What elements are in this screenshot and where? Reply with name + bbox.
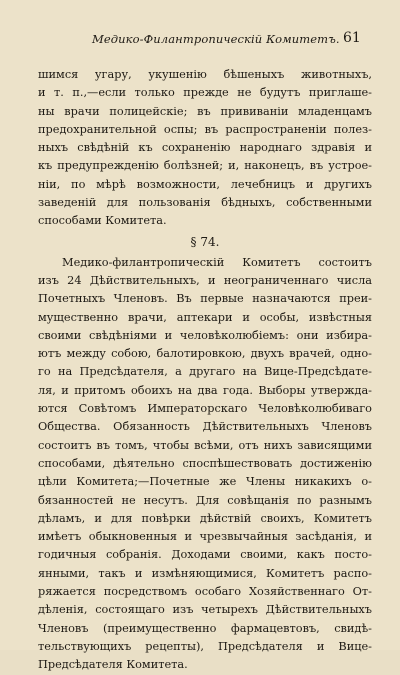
text-line: изъ 24 Дѣйствительныхъ, и неограниченнаго числа — [38, 273, 372, 287]
text-line: ля, и притомъ обоихъ на два года. Выборы утвержда- — [38, 383, 372, 397]
text-line: состоитъ въ томъ, чтобы всѣми, отъ нихъ зависящими — [38, 438, 372, 452]
body-text — [38, 66, 372, 675]
paragraph-section-74 — [38, 254, 372, 675]
running-head: Медико-Филантропическій Комитетъ. — [92, 32, 340, 46]
text-line: своими свѣдѣніями и человѣколюбіемъ: они избира- — [38, 328, 372, 342]
text-line: цѣли Комитета;—Почетные же Члены никакихъ о- — [38, 475, 372, 489]
text-line: способами, дѣятельно споспѣшествовать достиженію — [38, 456, 372, 470]
paragraph-continued — [38, 66, 372, 231]
text-line: заведеній для пользованія бѣдныхъ, собственными — [38, 196, 372, 210]
text-line: дѣленія, состоящаго изъ четырехъ Дѣйствительныхъ — [38, 603, 372, 617]
text-line: имѣетъ обыкновенныя и чрезвычайныя засѣданія, и — [38, 530, 372, 544]
text-line: го на Предсѣдателя, а другаго на Вице-Предсѣдате- — [38, 365, 372, 379]
text-line: ются Совѣтомъ Императорскаго Человѣколюбиваго — [38, 402, 372, 416]
text-line: Предсѣдателя Комитета. — [38, 658, 188, 672]
text-line: къ предупрежденію болѣзней; и, наконецъ, въ устрое- — [38, 159, 372, 173]
text-line: бязанностей не несутъ. Для совѣщанія по разнымъ — [38, 493, 372, 507]
text-line: мущественно врачи, аптекари и особы, извѣстныя — [38, 310, 372, 324]
text-line: и т. п.,—если только прежде не будутъ приглаше- — [38, 86, 372, 100]
text-line: ныхъ свѣдѣній къ сохраненію народнаго здравія и — [38, 141, 372, 155]
text-line: шимся угару, укушенію бѣшеныхъ животныхъ, — [38, 68, 372, 81]
text-line: ніи, по мѣрѣ возможности, лечебницъ и другихъ — [38, 177, 372, 191]
text-line: ряжается посредствомъ особаго Хозяйственнаго От- — [38, 585, 372, 599]
text-line: предохранительной оспы; въ распространеніи полез- — [38, 122, 372, 136]
text-line: дѣламъ, и для повѣрки дѣйствій своихъ, Комитетъ — [38, 511, 372, 525]
text-line: Почетныхъ Членовъ. Въ первые назначаются преи- — [38, 292, 372, 306]
text-line: ютъ между собою, балотировкою, двухъ врачей, одно- — [38, 347, 372, 361]
text-line: способами Комитета. — [38, 214, 167, 228]
text-line: янными, такъ и измѣняющимися, Комитетъ распо- — [38, 566, 372, 580]
text-line: Членовъ (преимущественно фармацевтовъ, свидѣ- — [38, 621, 372, 635]
text-line: Общества. Обязанность Дѣйствительныхъ Членовъ — [38, 420, 372, 434]
text-line: Медико-филантропическій Комитетъ состоитъ — [62, 255, 372, 269]
page-number: 61 — [343, 30, 361, 46]
text-line: ны врачи полицейскіе; въ прививаніи младенцамъ — [38, 104, 372, 118]
section-heading: § 74. — [190, 234, 220, 249]
text-line: тельствующихъ рецепты), Предсѣдателя и Вице- — [38, 639, 372, 653]
text-line: годичныя собранія. Доходами своими, какъ посто- — [38, 548, 372, 562]
